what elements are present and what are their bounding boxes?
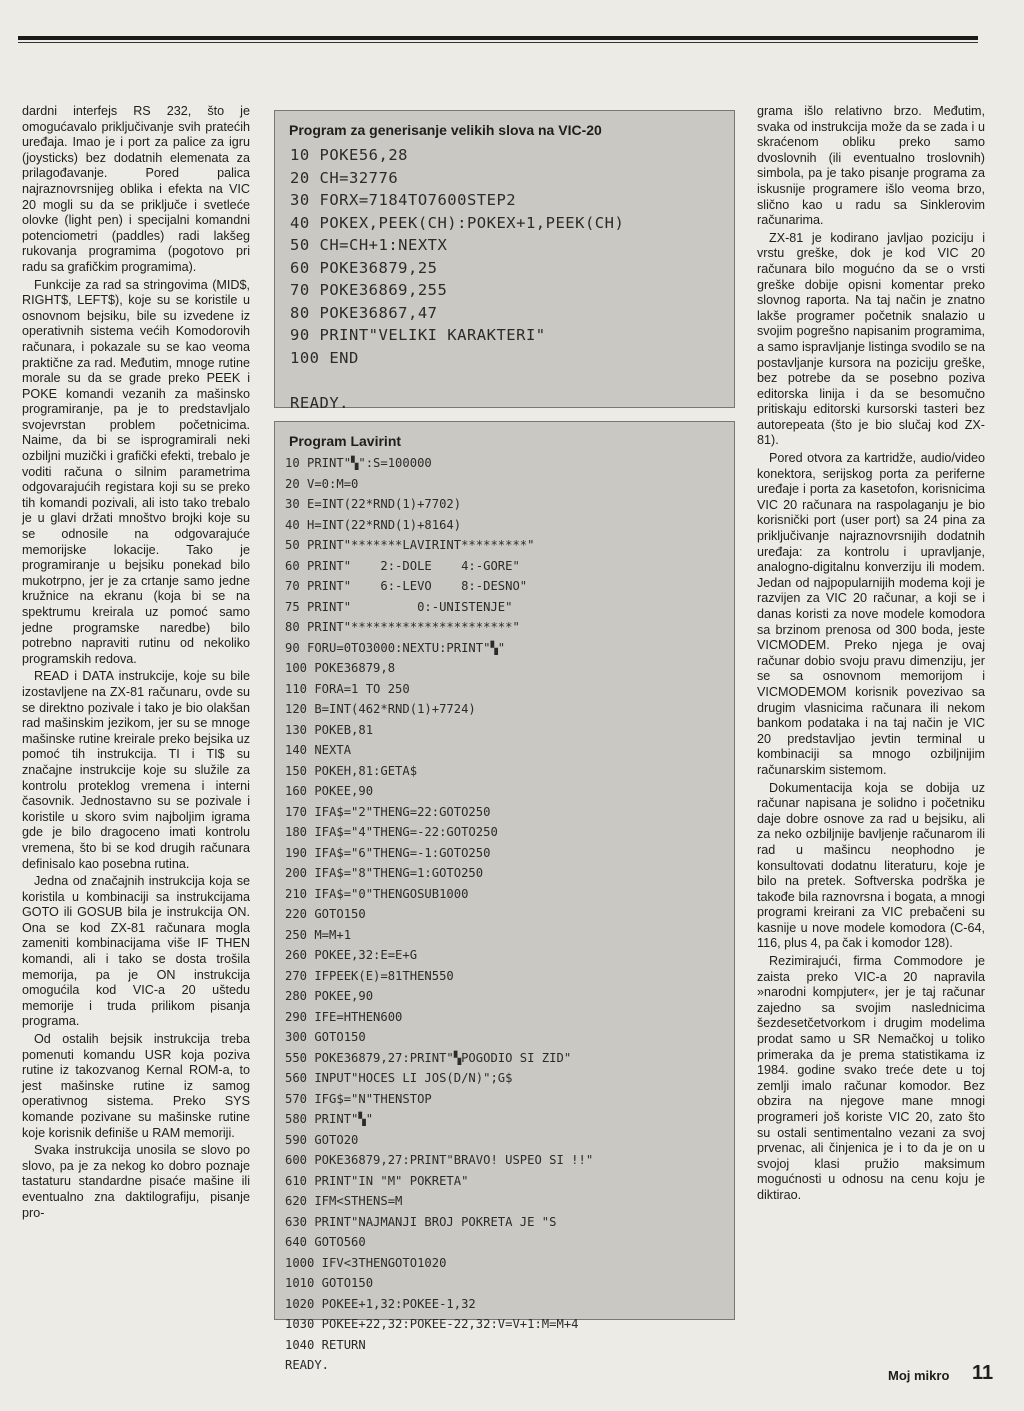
lavirint-program-box — [274, 421, 735, 1372]
lavirint-code-line: 300 GOTO150 — [285, 1030, 366, 1044]
lavirint-code-line: 550 POKE36879,27:PRINT"▚POGODIO SI ZID" — [285, 1050, 572, 1065]
right-column-paragraph: ZX-81 je kodirano javljao poziciju i vrstu greške, dok je kod VIC 20 računara bilo mogućno da se o vrsti greške dobije opisni komentar preko slovnog raporta. Na taj način je znatno lakše programer početnik snalazio u svojim pogrešno napisanim programima, a samo ispravljanje listinga svodilo se na postavljanje kursora na poziciju greške, bez potrebe da se posebno poziva editorska linija i da se besomučno pritiskaju editorski kursorski tasteri bez autorepeata (što je bio slučaj kod ZX-81). — [757, 230, 985, 448]
lavirint-code-line: 210 IFA$="0"THENGOSUB1000 — [285, 886, 469, 901]
lavirint-code-line: 220 GOTO150 — [285, 907, 366, 921]
vic-code-line — [290, 369, 734, 392]
lavirint-code-line: 160 POKEE,90 — [285, 784, 374, 798]
left-column-paragraph: Funkcije za rad sa stringovima (MID$, RIGHT$, LEFT$), koje su se koristile u osnovnom bejsiku, bile su izvedene iz operativnih sistema većih Komodorovih računara, i pokazale su se kao veoma praktične za rad. Međutim, mnoge rutine morale su da se grade preko PEEK i POKE komandi vezanih za mašinsko programiranje, pa je to predstavljalo svojevrstan problem početnicima. Naime, da bi se isprogramirali neki ozbiljni muzički i grafički efekti, trebalo je voditi računa o silnim parametrima odgovarajućih registara koji su se preko tih komandi pozivali, ali isto tako trebalo je u glavi držati mnoštvo brojki koje su se odnosile na odgovarajuće memorijske lokacije. Tako je programiranje u bejsiku ponekad bilo mukotrpno, jer je za crtanje samo jedne kružnice na ekranu (koja bi se na spektrumu kreirala uz pomoć samo jedne programske naredbe) bilo potrebno napraviti rutinu od nekoliko programskih redova. — [22, 277, 250, 666]
right-column-paragraph: grama išlo relativno brzo. Međutim, svaka od instrukcija može da se zada i u skraćenom obliku preko samo dvoslovnih (ili eventualno troslovnih) simbola, pa je tako pisanje programa za iskusnije programere išlo veoma brzo, slično kao u radu sa Sinklerovim računarima. — [757, 104, 985, 228]
lavirint-code-line: 130 POKEB,81 — [285, 722, 374, 737]
lavirint-code-line: 10 PRINT"▚":S=100000 — [285, 456, 432, 470]
vic-code-line: 60 POKE36879,25 — [290, 258, 438, 277]
lavirint-code-line: 280 POKEE,90 — [285, 989, 374, 1003]
vic-program-listing — [290, 144, 734, 414]
lavirint-code-line: 580 PRINT"▚" — [285, 1112, 374, 1126]
lavirint-code-line: 290 IFE=HTHEN600 — [285, 1009, 403, 1024]
lavirint-code-line: 170 IFA$="2"THENG=22:GOTO250 — [285, 804, 491, 819]
vic-program-box — [274, 110, 735, 412]
vic-code-line: 50 CH=CH+1:NEXTX — [290, 236, 448, 254]
lavirint-code-line: 60 PRINT" 2:-DOLE 4:-GORE" — [285, 558, 520, 573]
left-column-paragraph: Svaka instrukcija unosila se slovo po slovo, pa je za nekog ko dobro poznaje tastaturu standardne pisaće mašine ili eventualno zna daktilografiju, pisanje pro- — [22, 1143, 250, 1220]
vic-code-line: 40 POKEX,PEEK(CH):POKEX+1,PEEK(CH) — [290, 213, 625, 232]
lavirint-code-line: 560 INPUT"HOCES LI JOS(D/N)";G$ — [285, 1071, 513, 1085]
left-column-paragraph: dardni interfejs RS 232, što je omogućavalo priključivanje svih pratećih uređaja. Imao je i port za palice za igru (joysticks) bez dodatnih elemenata za prilagođavanje. Pored palica najraznovrsnijeg oblika i efekta na VIC 20 mogli su da se priključe i svetleće olovke (light pen) i specijalni komandni potenciometri (paddles) radi lakšeg rukovanja programima (pogotovo pri radu sa grafičkim programima). — [22, 104, 250, 274]
lavirint-code-line: 180 IFA$="4"THENG=-22:GOTO250 — [285, 825, 498, 839]
lavirint-code-line: 630 PRINT"NAJMANJI BROJ POKRETA JE "S — [285, 1214, 557, 1229]
right-text-column — [757, 104, 985, 1206]
vic-code-line: 70 POKE36869,255 — [290, 281, 448, 299]
lavirint-code-line: 140 NEXTA — [285, 743, 352, 757]
left-column-paragraph: Jedna od značajnih instrukcija koja se koristila u kombinaciji sa instrukcijama GOTO ili GOSUB bila je instrukcija ON. Ona se kod ZX-81 računara mogla zameniti kombinacijama više IF THEN komandi, ali i tako se dosta trošila memorija, pa je ON instrukcija omogućila kod VIC-a 20 uštedu memorije i truda prilikom pisanja programa. — [22, 874, 250, 1029]
lavirint-code-line: 40 H=INT(22*RND(1)+8164) — [285, 517, 462, 532]
vic-program-title: Program za generisanje velikih slova na VIC-20 — [289, 122, 602, 138]
lavirint-code-line: 50 PRINT"*******LAVIRINT*********" — [285, 538, 535, 552]
header-rule — [18, 36, 978, 40]
lavirint-code-line: 570 IFG$="N"THENSTOP — [285, 1091, 432, 1106]
lavirint-code-line: 110 FORA=1 TO 250 — [285, 681, 410, 696]
lavirint-program-title: Program Lavirint — [289, 433, 402, 449]
lavirint-code-line: 100 POKE36879,8 — [285, 661, 396, 675]
lavirint-code-line: 30 E=INT(22*RND(1)+7702) — [285, 497, 462, 511]
lavirint-code-line: 190 IFA$="6"THENG=-1:GOTO250 — [285, 845, 491, 860]
left-text-column — [22, 104, 250, 1223]
vic-code-line: 30 FORX=7184TO7600STEP2 — [290, 191, 517, 209]
lavirint-code-line: 1030 POKEE+22,32:POKEE-22,32:V=V+1:M=M+4 — [285, 1317, 579, 1331]
vic-code-line: 20 CH=32776 — [290, 168, 399, 187]
lavirint-code-line: 80 PRINT"**********************" — [285, 620, 520, 634]
lavirint-code-line: 1010 GOTO150 — [285, 1276, 374, 1290]
lavirint-code-line: READY. — [285, 1358, 330, 1372]
lavirint-code-line: 70 PRINT" 6:-LEVO 8:-DESNO" — [285, 579, 528, 593]
lavirint-code-line: 20 V=0:M=0 — [285, 476, 359, 491]
lavirint-code-line: 1020 POKEE+1,32:POKEE-1,32 — [285, 1296, 476, 1311]
lavirint-code-line: 120 B=INT(462*RND(1)+7724) — [285, 702, 476, 716]
left-column-paragraph: Od ostalih bejsik instrukcija treba pomenuti komandu USR koja poziva rutine iz takozvanog Kernal ROM-a, to jest mašinske rutine iz samog operativnog sistema. Preko SYS komande pozivane su mašinske rutine koje korisnik definiše u RAM memoriji. — [22, 1032, 250, 1140]
magazine-name: Moj mikro — [888, 1368, 950, 1383]
lavirint-code-line: 75 PRINT" 0:-UNISTENJE" — [285, 599, 513, 614]
lavirint-code-line: 610 PRINT"IN "M" POKRETA" — [285, 1173, 469, 1188]
header-rule-thin — [18, 42, 978, 43]
lavirint-program-listing — [285, 453, 734, 1376]
lavirint-code-line: 90 FORU=0TO3000:NEXTU:PRINT"▚" — [285, 640, 506, 655]
right-column-paragraph: Dokumentacija koja se dobija uz računar napisana je solidno i početniku daje dobre osnove za rad u bejsiku, ali za neko ozbiljnije bavljenje računarom ili rad u mašincu neophodno je konsultovati dodatnu literaturu, koje je bilo na pretek. Softverska podrška je takođe bila raznovrsna i bogata, a mnogi programi kreirani za VIC prebačeni su kasnije u nove modele komodora (C-64, 116, plus 4, pa čak i komodor 128). — [757, 780, 985, 951]
page-number: 11 — [972, 1362, 994, 1384]
vic-code-line: 80 POKE36867,47 — [290, 303, 438, 322]
vic-code-line: 10 POKE56,28 — [290, 146, 408, 164]
lavirint-code-line: 200 IFA$="8"THENG=1:GOTO250 — [285, 866, 484, 880]
left-column-paragraph: READ i DATA instrukcije, koje su bile izostavljene na ZX-81 računaru, ovde su se direktno pozivale i tako je bio olakšan rad mašinskim jezikom, jer su se mnoge mašinske rutine kreirale preko bejsika uz pomoć tih instrukcija. TI i TI$ su značajne instrukcije koje su služile za kontrolu proteklog vremena i interni časovnik. Jednostavno su se pozivale i koristile u skoro svim najboljim igrama gde je bilo dragoceno imati kontrolu vremena, što bi se kod drugih računara definisalo kao posebna rutina. — [22, 669, 250, 871]
right-column-paragraph: Pored otvora za kartridže, audio/video konektora, serijskog porta za periferne uređaje i porta za kasetofon, korisnicima VIC 20 računara na raspolaganju je bio korisnički port (user port) sa 24 pina za priključivanje najraznovrsnijih dodatnih uređaja: za kontrolu i upravljanje, analogno-digitalnu konverziju ili modem. Jedan od najpopularnijih modema koji je razvijen za VIC 20 računar, a koji se i danas koristi za nove modele komodora sa brzinom prenosa od 300 boda, jeste VICMODEM. Preko njega je ovaj računar dobio svoju pravu dimenziju, jer se sa osnovnom memorijom i VICMODEMOM korisnik povezivao sa drugim vlasnicima računara ili nekom bankom podataka i na taj način je VIC 20 predstavljao jevtin terminal u kombinaciji sa mnogo ozbiljnijim računarskim sistemom. — [757, 451, 985, 777]
vic-code-line: 100 END — [290, 348, 359, 367]
lavirint-code-line: 620 IFM<STHENS=M — [285, 1194, 403, 1208]
lavirint-code-line: 1000 IFV<3THENGOTO1020 — [285, 1255, 447, 1270]
vic-code-line: 90 PRINT"VELIKI KARAKTERI" — [290, 326, 546, 344]
lavirint-code-line: 270 IFPEEK(E)=81THEN550 — [285, 968, 454, 983]
lavirint-code-line: 150 POKEH,81:GETA$ — [285, 763, 418, 778]
lavirint-code-line: 640 GOTO560 — [285, 1235, 366, 1249]
lavirint-code-line: 260 POKEE,32:E=E+G — [285, 948, 418, 962]
right-column-paragraph: Rezimirajući, firma Commodore je zaista preko VIC-a 20 napravila »narodni kompjuter«, jer je taj računar zajedno sa svojim naslednicima šezdesetčetvorkom i drugim modelima prodat samo u SR Nemačkoj u toliko primeraka da je prema statistikama iz 1984. godine svako treće dete u toj zemlji imalo računar komodor. Bez obzira na njegove mane mnogi programeri još koriste VIC 20, zato što su ostali sentimentalno vezani za svoj prvenac, ali činjenica je i to da je on u svojoj klasi pružio maksimum mogućnosti u odnosu na cenu koju je diktirao. — [757, 954, 985, 1202]
vic-code-line: READY. — [290, 393, 349, 412]
lavirint-code-line: 600 POKE36879,27:PRINT"BRAVO! USPEO SI !!" — [285, 1153, 594, 1167]
lavirint-code-line: 1040 RETURN — [285, 1337, 366, 1352]
lavirint-code-line: 590 GOTO20 — [285, 1132, 359, 1147]
lavirint-code-line: 250 M=M+1 — [285, 927, 352, 942]
